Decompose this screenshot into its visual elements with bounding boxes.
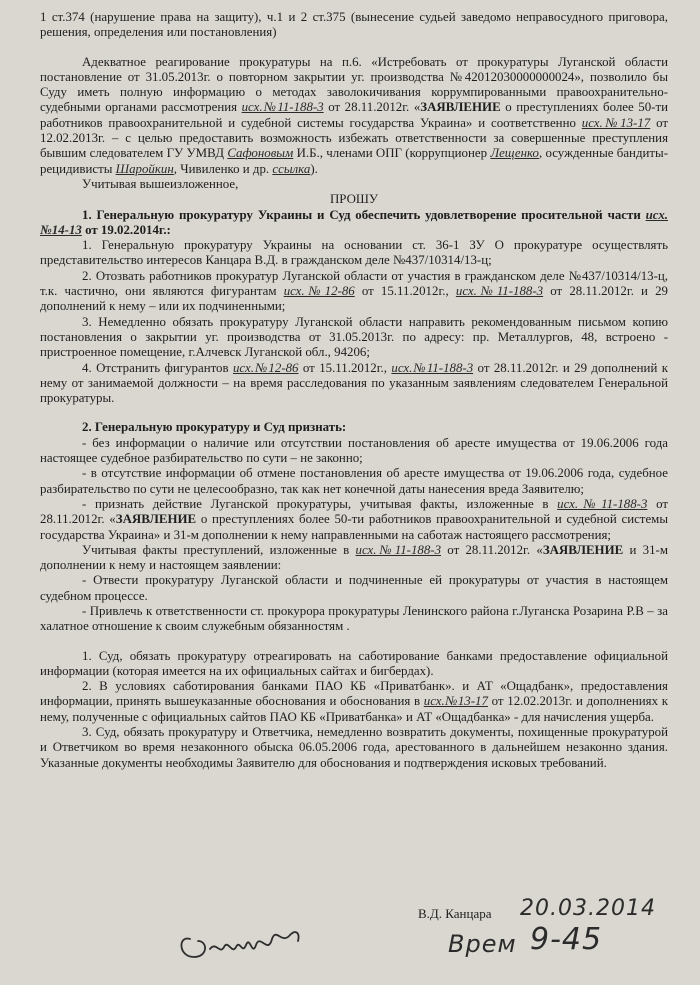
ref-link[interactable]: исх.№11-188-3 [455, 284, 544, 299]
item-2-4: Учитывая факты преступлений, изложенные в исх.№11-188-3 от 28.11.2012г. «ЗАЯВЛЕНИЕ и 31-м дополнении к нему и настоящем заявлении: [40, 542, 669, 573]
ref-link[interactable]: исх.№13-17 [581, 115, 651, 130]
item-2-5: - Отвести прокуратуру Луганской области и подчиненные ей прокуратуры от участия в настоящем судебном процессе. [40, 573, 668, 603]
item-1-2: 2. Отозвать работников прокуратур Луганской области от участия в гражданском деле №437/10314/13-ц, т.к. частично, они являются фигурантам исх.№12-86 от 15.11.2012г., исх.№11-188-3 от 28.11.2012г. и 29 дополнений к нему – или их подчиненными; [40, 268, 668, 314]
handwritten-time: 9-45 [530, 922, 603, 957]
handwritten-date: 20.03.2014 [520, 896, 656, 921]
section-2-heading: 2. Генеральную прокуратуру и Суд признать: [82, 420, 347, 435]
ref-link[interactable]: исх.№11-188-3 [355, 542, 442, 557]
considering-line: Учитывая вышеизложенное, [82, 176, 239, 191]
item-2-3: - признать действие Луганской прокуратуры, учитывая факты, изложенные в исх.№11-188-3 от 28.11.2012г. «ЗАЯВЛЕНИЕ о преступлениях более 50-ти работников правоохранительной и судебной системы государства Украина» и 31-м дополнении к нему направленными на саботаж настоящего рассмотрения; [40, 496, 668, 542]
item-1-1: 1. Генеральную прокуратуру Украины на основании ст. 36-1 ЗУ О прокуратуре осуществлять представительство интересов Канцара В.Д. в гражданском деле №437/10314/13-ц; [40, 238, 668, 268]
item-3-1: 1. Суд, обязать прокуратуру отреагировать на саботирование банками предоставление официальной информации (которая имеется на их официальных сайтах и бигбердах). [40, 648, 668, 678]
item-1-3: 3. Немедленно обязать прокуратуру Луганской области направить рекомендованным письмом копию постановления о закрытии уг. производства от 31.05.2013г. по адресу: пр. Металлургов, 48, встроено - пристроенное помещение, г.Алчевск Луганской обл., 94206; [40, 314, 668, 360]
ref-link[interactable]: исх.№13-17 [423, 694, 488, 709]
ref-link[interactable]: исх.№11-188-3 [241, 100, 324, 115]
name-ref: Шаройкин [115, 161, 174, 176]
request-heading: ПРОШУ [329, 192, 379, 207]
link-text[interactable]: ссылка [272, 161, 311, 176]
paragraph-prosecutor-response: Адекватное реагирование прокуратуры на п.6. «Истребовать от прокуратуры Луганской области постановление от 31.05.2013г. о повторном закрытии уг. производства №42012030000000024», позволило бы Суду иметь полную информацию о методах заволокичивания коррумпированными правоохранительно-судебными органами рассмотрения исх.№11-188-3 от 28.11.2012г. «ЗАЯВЛЕНИЕ о преступлениях более 50-ти работников правоохранительной и судебной системы государства Украина» и соответственно исх.№13-17 от 12.02.2013г. – с целью предоставить возможность избежать ответственности за совершенные преступления бывшим следователем ГУ УМВД Сафоновым И.Б., членами ОПГ (коррупционер Лещенко, осужденные бандиты-рецидивисты Шаройкин, Чивиленко и др. ссылка). [40, 54, 669, 176]
ref-link[interactable]: исх.№11-188-3 [557, 496, 648, 511]
item-1-4: 4. Отстранить фигурантов исх.№12-86 от 15.11.2012г., исх.№11-188-3 от 28.11.2012г. и 29 дополнений к нему от занимаемой должности – на время расследования по указанным заявлениям следователем Генеральной прокуратуры. [40, 360, 668, 406]
document-body [40, 10, 668, 771]
item-3-2: 2. В условиях саботирования банками ПАО КБ «Приватбанк». и АТ «Ощадбанк», предоставления информации, принять вышеуказанные обоснования и обоснования в исх.№13-17 от 12.02.2013г. и дополнениях к нему, полученные с официальных сайтов ПАО КБ «Приватбанка» и АТ «Ощадбанка» - для начисления ущерба. [40, 679, 668, 724]
item-2-1: - без информации о наличие или отсутствии постановления об аресте имущества от 19.06.2006 года настоящее судебное разбирательство по сути – не законно; [40, 435, 668, 466]
item-2-2: - в отсутствие информации об отмене постановления об аресте имущества от 19.06.2006 года, судебное разбирательство по сути не целесообразно, так как нет конечной даты нанесения вреда Заявителю; [40, 466, 668, 496]
ref-link[interactable]: исх.№12-86 [232, 360, 299, 375]
name-ref: Сафоновым [227, 146, 294, 161]
section-1-heading: 1. Генеральную прокуратуру Украины и Суд обеспечить удовлетворение просительной части исх.№14-13 от 19.02.2014г.: [40, 207, 668, 237]
item-3-3: 3. Суд, обязать прокуратуру и Ответчика, немедленно возвратить документы, похищенные прокуратурой и Ответчиком во время незаконного обыска 06.05.2006 года, арестованного в дальнейшем незаконно здания. Указанные документы необходимы Заявителю для обоснования и подтверждения исковых требований. [40, 725, 668, 770]
name-ref: Лещенко [490, 146, 539, 161]
item-2-6: - Привлечь к ответственности ст. прокурора прокуратуры Ленинского района г.Луганска Розарина Р.В – за халатное отношение к своим служебным обязанностям . [40, 603, 668, 634]
ref-link[interactable]: исх.№12-86 [283, 284, 355, 299]
ref-link[interactable]: исх.№11-188-3 [391, 360, 474, 375]
handwritten-signature [172, 905, 302, 965]
signer-name: В.Д. Канцара [418, 906, 492, 921]
opening-line: 1 ст.374 (нарушение права на защиту), ч.1 и 2 ст.375 (вынесение судьей заведомо неправосудного приговора, решения, определения или постановления) [40, 10, 668, 40]
ref-link[interactable]: исх.№14-13 [40, 207, 668, 237]
handwritten-time-label: Врем [448, 930, 517, 958]
